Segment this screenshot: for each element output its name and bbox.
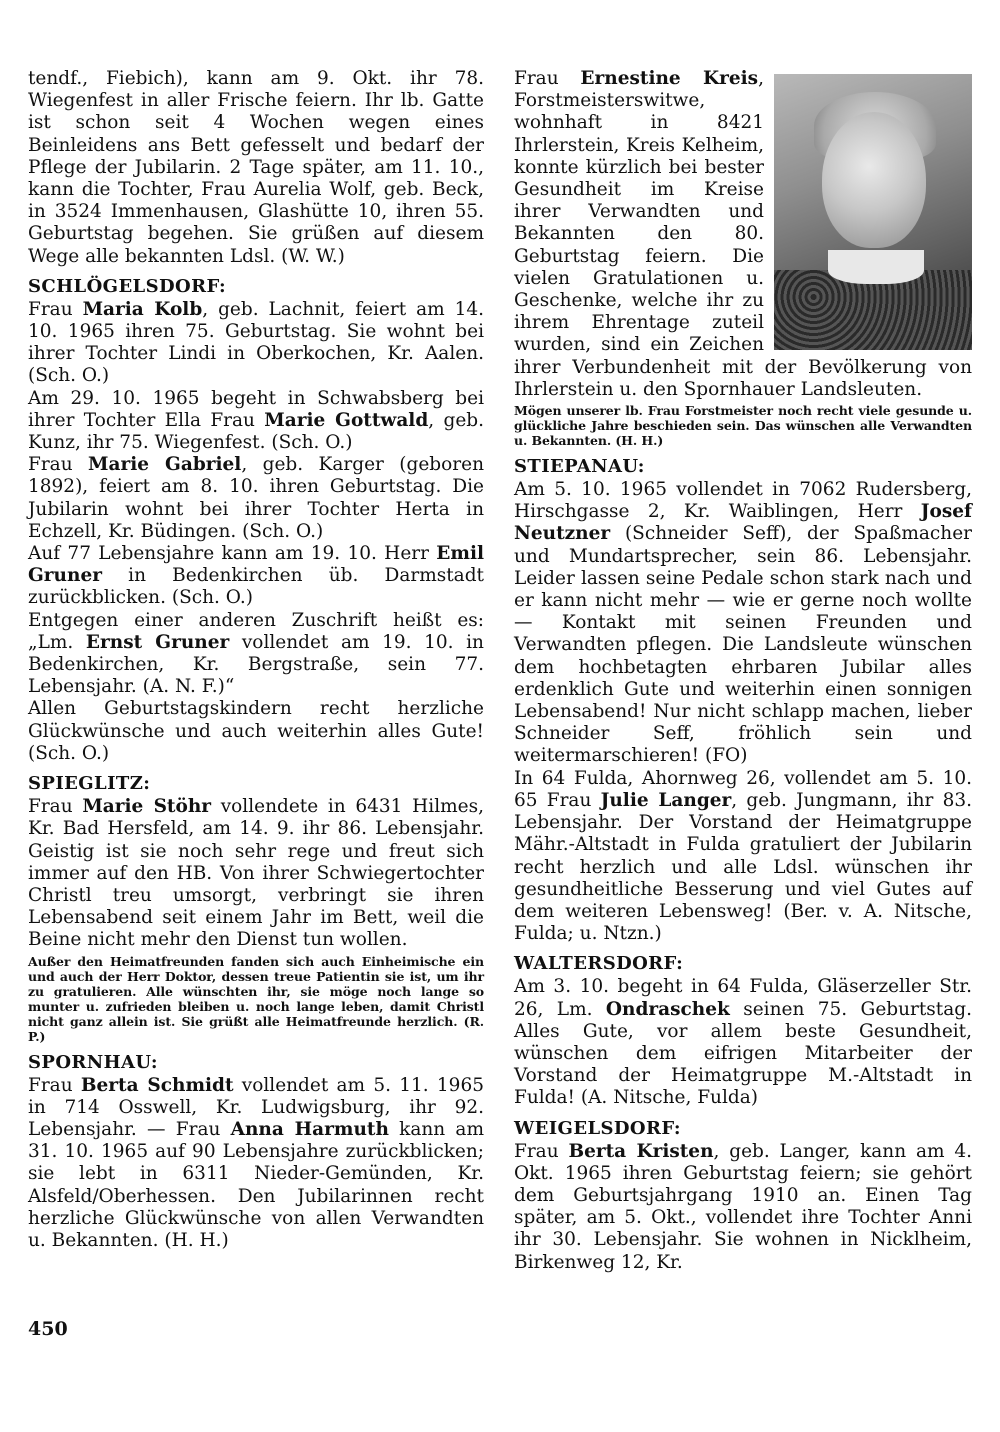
entry-marie-stoehr: Frau Marie Stöhr vollendete in 6431 Hilmes, Kr. Bad Hersfeld, am 14. 9. ihr 86. Lebensjahr. Geistig ist sie noch sehr rege und freut sich immer auf den HB. Von ihrer Schwiegertochter Christl treu umsorgt, verbringt sie ihren Lebensabend seit einem Jahr im Bett, weil die Beine nicht mehr den Dienst tun wollen. [28, 796, 484, 951]
entry-ondraschek: Am 3. 10. begeht in 64 Fulda, Gläserzeller Str. 26, Lm. Ondraschek seinen 75. Geburtstag. Alles Gute, vor allem beste Gesundheit, wünschen dem eifrigen Mitarbeiter der Vorstand der Heimatgruppe M.-Altstadt in Fulda! (A. Nitsche, Fulda) [514, 976, 972, 1109]
left-column [28, 68, 484, 1252]
section-heading-weigelsdorf: WEIGELSDORF: [514, 1117, 681, 1139]
entry-berta-kristen: Frau Berta Kristen, geb. Langer, kann am 4. Okt. 1965 ihren Geburtstag feiern; sie gehört dem Geburtsjahrgang 1910 an. Einen Tag später, am 5. Okt., vollendet ihre Tochter Anni ihr 30. Lebensjahr. Sie wohnen in Nicklheim, Birkenweg 12, Kr. [514, 1140, 972, 1273]
section-heading-spornhau: SPORNHAU: [28, 1051, 158, 1073]
small-note-kreis: Mögen unserer lb. Frau Forstmeister noch recht viele gesunde u. glückliche Jahre beschieden sein. Das wünschen alle Verwandten u. Bekannten. (H. H.) [514, 403, 972, 449]
section-heading-stiepanau: STIEPANAU: [514, 456, 645, 478]
entry-julie-langer: In 64 Fulda, Ahornweg 26, vollendet am 5. 10. 65 Frau Julie Langer, geb. Jungmann, ihr 83. Lebensjahr. Der Vorstand der Heimatgruppe Mähr.-Altstadt in Fulda gratuliert der Jubilarin recht herzlich und alle Ldsl. wünschen ihr gesundheitliche Besserung und viel Gutes auf dem weiteren Lebensweg! (Ber. v. A. Nitsche, Fulda; u. Ntzn.) [514, 767, 972, 945]
section-heading-schloegelsdorf: SCHLÖGELSDORF: [28, 275, 227, 297]
portrait-face [822, 112, 926, 248]
entry-marie-gabriel: Frau Marie Gabriel, geb. Karger (geboren 1892), feiert am 8. 10. ihren Geburtstag. Die Jubilarin wohnt bei ihrer Tochter Herta in Echzell, Kr. Büdingen. (Sch. O.) [28, 454, 484, 542]
small-note-spieglitz: Außer den Heimatfreunden fanden sich auch Einheimische ein und auch der Herr Doktor, dessen treue Patientin sie ist, um ihr zu gratulieren. Alle wünschten ihr, sie möge noch lange so munter u. zufrieden bleiben u. noch lange leben, damit Christl nicht ganz allein ist. Sie grüßt alle Heimatfreunde herzlich. (R. P.) [28, 953, 484, 1044]
entry-emil-gruner: Auf 77 Lebensjahre kann am 19. 10. Herr Emil Gruner in Bedenkirchen üb. Darmstadt zurückblicken. (Sch. O.) [28, 543, 484, 609]
portrait-collar [828, 250, 924, 284]
entry-josef-neutzner: Am 5. 10. 1965 vollendet in 7062 Rudersberg, Hirschgasse 2, Kr. Waiblingen, Herr Josef Neutzner (Schneider Seff), der Spaßmacher und Mundartsprecher, sein 86. Lebensjahr. Leider lassen seine Pedale schon stark nach und er kann nicht mehr — wie er gerne noch wollte — Kontakt mit seinen Freunden und Verwandten pflegen. Die Landsleute wünschen dem hochbetagten ehrbaren Jubilar alles erdenklich Gute und weiterhin einen sonnigen Lebensabend! Nur nicht schlapp machen, lieber Schneider Seff, fröhlich sein und weitermarschieren! (FO) [514, 479, 972, 767]
right-column [514, 68, 972, 1274]
page-number: 450 [28, 1318, 68, 1340]
entry-berta-schmidt: Frau Berta Schmidt vollendet am 5. 11. 1965 in 714 Osswell, Kr. Ludwigsburg, ihr 92. Lebensjahr. — Frau Anna Harmuth kann am 31. 10. 1965 auf 90 Lebensjahre zurückblicken; sie lebt in 6311 Nieder-Gemünden, Kr. Alsfeld/Oberhessen. Den Jubilarinnen recht herzliche Glückwünsche von allen Verwandten u. Bekannten. (H. H.) [28, 1074, 485, 1251]
portrait-photo [774, 74, 972, 350]
entry-ernestine-kreis: Frau Ernestine Kreis, Forstmeisterswitwe, wohnhaft in 8421 Ihrlerstein, Kreis Kelheim, konnte kürzlich bei bester Gesundheit im Kreise ihrer Verwandten und Bekannten den 80. Geburtstag feiern. Die vielen Gratulationen u. Geschenke, welche ihr zu ihrem Ehrentage zuteil wurden, sind ein Zeichen ihrer Verbundenheit mit der Bevölkerung von Ihrlerstein u. den Spornhauer Landsleuten. [514, 68, 972, 400]
entry-marie-gottwald: Am 29. 10. 1965 begeht in Schwabsberg bei ihrer Tochter Ella Frau Marie Gottwald, geb. Kunz, ihr 75. Wiegenfest. (Sch. O.) [28, 387, 484, 454]
intro-paragraph: tendf., Fiebich), kann am 9. Okt. ihr 78. Wiegenfest in aller Frische feiern. Ihr lb. Gatte ist schon seit 4 Wochen wegen eines Beinleidens ans Bett gefesselt und bedarf der Pflege der Jubilarin. 2 Tage später, am 11. 10., kann die Tochter, Frau Aurelia Wolf, geb. Beck, in 3524 Immenhausen, Glashütte 10, ihren 55. Geburtstag begehen. Sie grüßen auf diesem Wege alle bekannten Ldsl. (W. W.) [28, 68, 484, 267]
entry-ernst-gruner: Entgegen einer anderen Zuschrift heißt es: „Lm. Ernst Gruner vollendet am 19. 10. in Bedenkirchen, Kr. Bergstraße, sein 77. Lebensjahr. (A. N. F.)“ [28, 609, 484, 698]
section-heading-spieglitz: SPIEGLITZ: [28, 773, 151, 795]
closing-greeting: Allen Geburtstagskindern recht herzliche Glückwünsche und auch weiterhin alles Gute! (Sch. O.) [28, 698, 484, 764]
entry-maria-kolb: Frau Maria Kolb, geb. Lachnit, feiert am 14. 10. 1965 ihren 75. Geburtstag. Sie wohnt bei ihrer Tochter Lindi in Oberkochen, Kr. Aalen. (Sch. O.) [28, 298, 484, 387]
section-heading-waltersdorf: WALTERSDORF: [514, 953, 684, 975]
